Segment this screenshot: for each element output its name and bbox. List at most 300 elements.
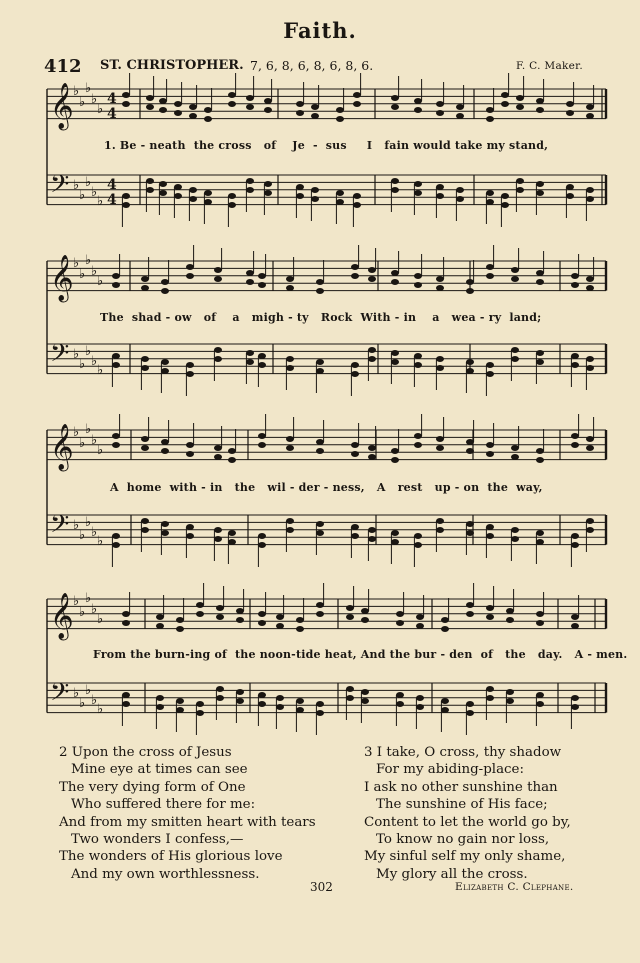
note-head <box>486 107 494 113</box>
note-head <box>566 110 574 116</box>
verse-line: Two wonders I confess,— <box>71 832 244 848</box>
note-head <box>146 95 154 101</box>
flat-sign: ♭ <box>85 253 92 268</box>
note-head <box>486 199 494 205</box>
note-head <box>316 710 324 716</box>
note-head <box>122 620 130 626</box>
note-head <box>214 347 222 353</box>
note-head <box>391 104 399 110</box>
note-head <box>258 353 266 359</box>
note-head <box>536 181 544 187</box>
note-head <box>246 350 254 356</box>
verse-line: To know no gain nor loss, <box>376 832 550 848</box>
note-head <box>246 95 254 101</box>
note-head <box>174 101 182 107</box>
flat-sign: ♭ <box>91 92 98 107</box>
note-head <box>236 608 244 614</box>
note-head <box>456 187 464 193</box>
time-signature-top: 4 <box>107 91 117 107</box>
note-head <box>391 178 399 184</box>
note-head <box>571 273 579 279</box>
note-head <box>159 107 167 113</box>
flat-sign: ♭ <box>85 591 92 606</box>
note-head <box>586 445 594 451</box>
note-head <box>296 626 304 632</box>
note-head <box>501 101 509 107</box>
note-head <box>536 107 544 113</box>
note-head <box>566 101 574 107</box>
time-signature-top: 4 <box>107 177 117 193</box>
note-head <box>391 539 399 545</box>
note-head <box>486 371 494 377</box>
note-head <box>414 98 422 104</box>
verse-line: My sinful self my only shame, <box>364 849 566 865</box>
note-head <box>112 362 120 368</box>
note-head <box>571 353 579 359</box>
note-head <box>506 689 514 695</box>
flat-sign: ♭ <box>91 602 98 617</box>
note-head <box>286 445 294 451</box>
flat-sign: ♭ <box>79 436 86 451</box>
time-signature-bottom: 4 <box>107 106 117 122</box>
note-head <box>511 527 519 533</box>
note-head <box>122 202 130 208</box>
note-head <box>391 95 399 101</box>
note-head <box>441 707 449 713</box>
note-head <box>351 451 359 457</box>
note-head <box>391 350 399 356</box>
note-head <box>216 605 224 611</box>
note-head <box>536 359 544 365</box>
note-head <box>236 617 244 623</box>
note-head <box>436 518 444 524</box>
note-head <box>258 533 266 539</box>
treble-clef: 𝄞 <box>50 424 74 470</box>
treble-clef: 𝄞 <box>50 593 74 639</box>
note-head <box>246 279 254 285</box>
flat-sign: ♭ <box>79 605 86 620</box>
note-head <box>353 193 361 199</box>
note-head <box>536 350 544 356</box>
note-head <box>414 433 422 439</box>
note-head <box>571 442 579 448</box>
note-head <box>571 362 579 368</box>
note-head <box>511 445 519 451</box>
note-head <box>346 695 354 701</box>
note-head <box>146 178 154 184</box>
flat-sign: ♭ <box>91 264 98 279</box>
note-head <box>174 193 182 199</box>
note-head <box>456 113 464 119</box>
flat-sign: ♭ <box>73 425 80 440</box>
note-head <box>436 193 444 199</box>
note-head <box>112 442 120 448</box>
note-head <box>396 692 404 698</box>
note-head <box>141 276 149 282</box>
note-head <box>414 533 422 539</box>
note-head <box>571 542 579 548</box>
note-head <box>441 698 449 704</box>
note-head <box>258 273 266 279</box>
note-head <box>351 524 359 530</box>
note-head <box>311 196 319 202</box>
note-head <box>176 707 184 713</box>
note-head <box>571 533 579 539</box>
lyric-line-3: A home with - in the wil - der - ness, A rest up - on the way, <box>110 481 543 494</box>
note-head <box>258 542 266 548</box>
note-head <box>351 533 359 539</box>
note-head <box>214 536 222 542</box>
flat-sign: ♭ <box>73 347 80 362</box>
note-head <box>486 533 494 539</box>
note-head <box>396 611 404 617</box>
note-head <box>296 617 304 623</box>
note-head <box>414 107 422 113</box>
note-head <box>361 698 369 704</box>
note-head <box>536 692 544 698</box>
note-head <box>276 695 284 701</box>
note-head <box>516 104 524 110</box>
note-head <box>414 282 422 288</box>
note-head <box>159 190 167 196</box>
note-head <box>246 187 254 193</box>
bass-clef: 𝄢 <box>50 170 70 205</box>
note-head <box>146 187 154 193</box>
note-head <box>189 196 197 202</box>
note-head <box>571 623 579 629</box>
note-head <box>486 451 494 457</box>
note-head <box>501 92 509 98</box>
note-head <box>391 187 399 193</box>
verse-line: And from my smitten heart with tears <box>59 814 316 830</box>
note-head <box>311 104 319 110</box>
note-head <box>296 707 304 713</box>
note-head <box>536 620 544 626</box>
note-head <box>368 356 376 362</box>
flat-sign: ♭ <box>79 696 86 711</box>
note-head <box>228 101 236 107</box>
note-head <box>416 614 424 620</box>
note-head <box>391 270 399 276</box>
note-head <box>316 359 324 365</box>
note-head <box>112 433 120 439</box>
note-head <box>436 101 444 107</box>
note-head <box>414 362 422 368</box>
note-head <box>456 196 464 202</box>
verse-line: And my own worthlessness. <box>71 866 260 882</box>
note-head <box>414 273 422 279</box>
note-head <box>586 276 594 282</box>
note-head <box>228 92 236 98</box>
note-head <box>586 527 594 533</box>
note-head <box>161 288 169 294</box>
note-head <box>536 701 544 707</box>
flat-sign: ♭ <box>97 363 104 378</box>
note-head <box>586 365 594 371</box>
note-head <box>236 689 244 695</box>
note-head <box>141 445 149 451</box>
note-head <box>368 536 376 542</box>
note-head <box>276 614 284 620</box>
note-head <box>361 608 369 614</box>
note-head <box>351 371 359 377</box>
note-head <box>214 356 222 362</box>
note-head <box>141 518 149 524</box>
note-head <box>536 611 544 617</box>
page-number: 302 <box>310 880 333 894</box>
note-head <box>296 698 304 704</box>
note-head <box>112 542 120 548</box>
treble-clef: 𝄞 <box>50 255 74 301</box>
note-head <box>486 695 494 701</box>
note-head <box>414 442 422 448</box>
note-head <box>246 178 254 184</box>
note-head <box>316 279 324 285</box>
note-head <box>506 698 514 704</box>
note-head <box>296 110 304 116</box>
note-head <box>391 448 399 454</box>
note-head <box>286 518 294 524</box>
flat-sign: ♭ <box>79 267 86 282</box>
note-head <box>368 445 376 451</box>
bass-clef: 𝄢 <box>50 510 70 545</box>
note-head <box>286 285 294 291</box>
note-head <box>161 530 169 536</box>
note-head <box>571 614 579 620</box>
note-head <box>156 695 164 701</box>
note-head <box>161 279 169 285</box>
note-head <box>436 110 444 116</box>
note-head <box>316 701 324 707</box>
note-head <box>311 187 319 193</box>
verse-line: The sunshine of His face; <box>376 797 548 813</box>
treble-clef: 𝄞 <box>50 83 74 129</box>
section-title: Faith. <box>283 18 357 43</box>
verse-3 <box>364 744 571 883</box>
flat-sign: ♭ <box>85 422 92 437</box>
note-head <box>351 264 359 270</box>
note-head <box>353 92 361 98</box>
note-head <box>189 187 197 193</box>
note-head <box>214 445 222 451</box>
flat-sign: ♭ <box>91 185 98 200</box>
lyric-line-4: From the burn-ing of the noon-tide heat, And the bur - den of the day. A - men. <box>93 648 628 661</box>
note-head <box>258 620 266 626</box>
note-head <box>196 701 204 707</box>
note-head <box>258 362 266 368</box>
note-head <box>391 457 399 463</box>
note-head <box>228 539 236 545</box>
note-head <box>186 442 194 448</box>
note-head <box>346 686 354 692</box>
note-head <box>441 626 449 632</box>
note-head <box>536 457 544 463</box>
note-head <box>416 704 424 710</box>
note-head <box>486 614 494 620</box>
note-head <box>112 533 120 539</box>
note-head <box>368 454 376 460</box>
note-head <box>316 521 324 527</box>
flat-sign: ♭ <box>97 443 104 458</box>
note-head <box>286 276 294 282</box>
note-head <box>516 95 524 101</box>
note-head <box>176 617 184 623</box>
note-head <box>511 276 519 282</box>
note-head <box>536 190 544 196</box>
note-head <box>228 457 236 463</box>
note-head <box>586 436 594 442</box>
flat-sign: ♭ <box>85 515 92 530</box>
note-head <box>436 356 444 362</box>
note-head <box>228 193 236 199</box>
note-head <box>141 356 149 362</box>
note-head <box>336 199 344 205</box>
note-head <box>436 276 444 282</box>
note-head <box>536 270 544 276</box>
note-head <box>566 184 574 190</box>
flat-sign: ♭ <box>97 534 104 549</box>
verse-line: For my abiding-place: <box>376 762 524 778</box>
note-head <box>466 602 474 608</box>
note-head <box>501 202 509 208</box>
composer: F. C. Maker. <box>515 60 583 72</box>
note-head <box>216 614 224 620</box>
note-head <box>214 267 222 273</box>
flat-sign: ♭ <box>91 525 98 540</box>
note-head <box>316 448 324 454</box>
flat-sign: ♭ <box>79 95 86 110</box>
note-head <box>264 190 272 196</box>
note-head <box>566 193 574 199</box>
verse-2 <box>59 744 316 883</box>
note-head <box>156 614 164 620</box>
note-head <box>228 448 236 454</box>
note-head <box>189 104 197 110</box>
note-head <box>571 433 579 439</box>
note-head <box>258 282 266 288</box>
note-head <box>264 181 272 187</box>
note-head <box>258 433 266 439</box>
note-head <box>264 107 272 113</box>
note-head <box>122 101 130 107</box>
note-head <box>511 454 519 460</box>
note-head <box>466 611 474 617</box>
note-head <box>156 704 164 710</box>
note-head <box>351 273 359 279</box>
tune-name: ST. CHRISTOPHER. <box>100 58 244 73</box>
note-head <box>486 442 494 448</box>
note-head <box>286 365 294 371</box>
note-head <box>228 530 236 536</box>
note-head <box>571 695 579 701</box>
verse-line: 2 Upon the cross of Jesus <box>59 745 232 760</box>
note-head <box>586 187 594 193</box>
note-head <box>196 611 204 617</box>
note-head <box>286 356 294 362</box>
note-head <box>146 104 154 110</box>
note-head <box>414 542 422 548</box>
note-head <box>436 436 444 442</box>
note-head <box>141 365 149 371</box>
note-head <box>246 270 254 276</box>
flat-sign: ♭ <box>79 188 86 203</box>
note-head <box>246 359 254 365</box>
note-head <box>571 704 579 710</box>
note-head <box>536 530 544 536</box>
note-head <box>511 267 519 273</box>
note-head <box>276 704 284 710</box>
note-head <box>236 698 244 704</box>
note-head <box>161 448 169 454</box>
note-head <box>391 279 399 285</box>
note-head <box>436 285 444 291</box>
verse-line: 3 I take, O cross, thy shadow <box>364 745 562 760</box>
verse-line: Mine eye at times can see <box>71 762 248 778</box>
note-head <box>186 264 194 270</box>
flat-sign: ♭ <box>97 194 104 209</box>
flat-sign: ♭ <box>73 178 80 193</box>
verse-line: The wonders of His glorious love <box>59 849 283 865</box>
note-head <box>258 692 266 698</box>
verse-line: Content to let the world go by, <box>364 814 571 830</box>
note-head <box>441 617 449 623</box>
note-head <box>516 178 524 184</box>
flat-sign: ♭ <box>73 594 80 609</box>
note-head <box>391 530 399 536</box>
note-head <box>336 107 344 113</box>
note-head <box>141 285 149 291</box>
note-head <box>353 101 361 107</box>
flat-sign: ♭ <box>79 357 86 372</box>
note-head <box>506 608 514 614</box>
flat-sign: ♭ <box>85 683 92 698</box>
note-head <box>246 104 254 110</box>
note-head <box>586 356 594 362</box>
verse-line: The very dying form of One <box>59 779 246 795</box>
note-head <box>351 442 359 448</box>
note-head <box>161 439 169 445</box>
note-head <box>204 116 212 122</box>
bass-clef: 𝄢 <box>50 678 70 713</box>
flat-sign: ♭ <box>91 354 98 369</box>
note-head <box>186 533 194 539</box>
note-head <box>486 190 494 196</box>
lyric-line-2: The shad - ow of a migh - ty Rock With - in a wea - ry land; <box>100 311 542 324</box>
lyric-line-1: 1. Be - neath the cross of Je - sus I fain would take my stand, <box>104 139 549 152</box>
flat-sign: ♭ <box>97 102 104 117</box>
note-head <box>174 110 182 116</box>
note-head <box>214 527 222 533</box>
flat-sign: ♭ <box>97 702 104 717</box>
note-head <box>311 113 319 119</box>
flat-sign: ♭ <box>79 528 86 543</box>
note-head <box>186 451 194 457</box>
note-head <box>511 356 519 362</box>
note-head <box>351 362 359 368</box>
note-head <box>571 282 579 288</box>
note-head <box>586 196 594 202</box>
note-head <box>466 701 474 707</box>
note-head <box>368 347 376 353</box>
note-head <box>122 92 130 98</box>
note-head <box>486 605 494 611</box>
note-head <box>414 181 422 187</box>
note-head <box>186 524 194 530</box>
note-head <box>316 439 324 445</box>
note-head <box>186 273 194 279</box>
flat-sign: ♭ <box>85 81 92 96</box>
note-head <box>511 536 519 542</box>
